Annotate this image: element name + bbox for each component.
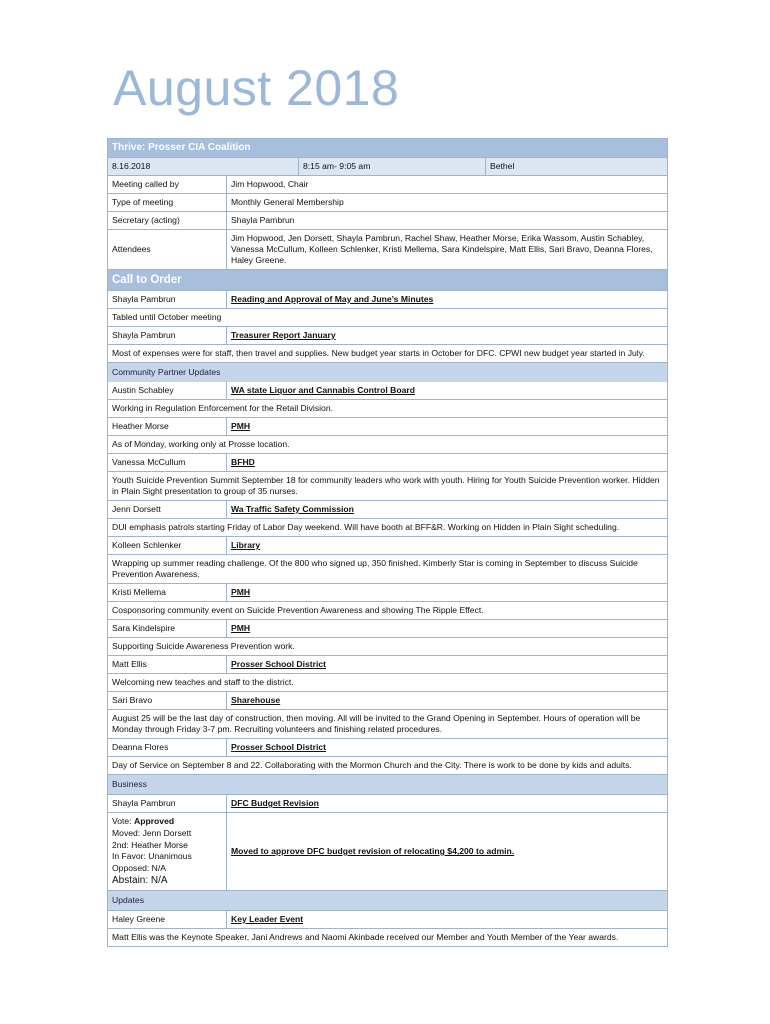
partner-note: Wrapping up summer reading challenge. Of the 800 who signed up, 350 finished. Kimberly Star is coming in September to discuss Suicide Prevention Awareness. [112, 558, 638, 579]
meta-row [108, 211, 667, 229]
partner-note-row [108, 518, 667, 536]
call-to-order-banner: Call to Order [108, 269, 667, 290]
partner-name: Heather Morse [108, 418, 227, 435]
agenda-topic: Reading and Approval of May and June’s Minutes [231, 294, 434, 304]
partner-org: Prosser School District [231, 742, 327, 752]
partner-row [108, 583, 667, 601]
agenda-note: Tabled until October meeting [112, 312, 222, 322]
partner-row [108, 691, 667, 709]
page-title: August 2018 [113, 60, 400, 116]
partner-row [108, 500, 667, 518]
business-item [108, 794, 667, 812]
partner-name: Austin Schabley [108, 382, 227, 399]
partner-note: Working in Regulation Enforcement for the Retail Division. [112, 403, 333, 413]
in-favor: In Favor: Unanimous [112, 851, 192, 862]
partner-name: Vanessa McCullum [108, 454, 227, 471]
partner-org: PMH [231, 421, 251, 431]
partner-row [108, 655, 667, 673]
update-note-row [108, 928, 667, 946]
vote-label: Vote: [112, 816, 132, 826]
partner-org: PMH [231, 623, 251, 633]
partner-note: As of Monday, working only at Prosse location. [112, 439, 290, 449]
partner-note: August 25 will be the last day of construction, then moving. All will be invited to the Grand Opening in September. Hours of operation will be Monday through Friday 3-7 pm. Recruiting volunteers and finishing related procedures. [112, 713, 641, 734]
partner-org: BFHD [231, 457, 255, 467]
update-note: Matt Ellis was the Keynote Speaker, Jani Andrews and Naomi Akinbade received our Member and Youth Member of the Year awards. [112, 931, 619, 942]
partner-org: Prosser School District [231, 659, 327, 669]
partner-note: Welcoming new teaches and staff to the district. [112, 677, 294, 687]
presenter: Shayla Pambrun [108, 291, 227, 308]
opposed: Opposed: N/A [112, 863, 166, 874]
agenda-item [108, 290, 667, 308]
partner-note: Day of Service on September 8 and 22. Collaborating with the Mormon Church and the City. There is work to be done by kids and adults. [112, 760, 632, 770]
vote-details [108, 813, 227, 890]
partner-note-row [108, 399, 667, 417]
partner-note-row [108, 709, 667, 738]
partner-note: DUI emphasis patrols starting Friday of Labor Day weekend. Will have booth at BFF&R. Working on Hidden in Plain Sight scheduling. [112, 522, 620, 532]
partner-note-row [108, 435, 667, 453]
partner-note-row [108, 637, 667, 655]
partner-org: Wa Traffic Safety Commission [231, 504, 354, 514]
partner-name: Jenn Dorsett [108, 501, 227, 518]
vote-row [108, 812, 667, 890]
meta-row [108, 229, 667, 269]
meta-row [108, 175, 667, 193]
partner-row [108, 417, 667, 435]
meeting-location: Bethel [486, 158, 667, 175]
partner-note: Cosponsoring community event on Suicide Prevention Awareness and showing The Ripple Effect. [112, 605, 484, 615]
partner-note-row [108, 673, 667, 691]
meta-label: Secretary (acting) [108, 212, 227, 229]
business-header: Business [108, 774, 667, 794]
meeting-time: 8:15 am- 9:05 am [299, 158, 486, 175]
date-row [108, 157, 667, 175]
business-topic: DFC Budget Revision [231, 798, 319, 808]
partner-name: Sara Kindelspire [108, 620, 227, 637]
vote-result: Approved [133, 816, 175, 826]
update-topic: Key Leader Event [231, 913, 304, 924]
motion-text: Moved to approve DFC budget revision of relocating $4,200 to admin. [231, 845, 515, 856]
agenda-note-row [108, 308, 667, 326]
agenda-item [108, 326, 667, 344]
partner-list [108, 382, 667, 774]
partner-note: Supporting Suicide Awareness Prevention work. [112, 641, 295, 651]
presenter: Haley Greene [108, 911, 227, 928]
partner-name: Matt Ellis [108, 656, 227, 673]
partner-row [108, 738, 667, 756]
partner-row [108, 619, 667, 637]
partner-org: Sharehouse [231, 695, 281, 705]
partner-row [108, 453, 667, 471]
agenda-note: Most of expenses were for staff, then travel and supplies. New budget year starts in October for DFC. CPWI new budget year started in July. [112, 348, 645, 358]
partner-org: PMH [231, 587, 251, 597]
seconded-by: 2nd: Heather Morse [112, 839, 188, 850]
presenter: Shayla Pambrun [108, 795, 227, 812]
attendees-list: Jim Hopwood, Jen Dorsett, Shayla Pambrun, Rachel Shaw, Heather Morse, Erika Wassom, Austin Schabley, Vanessa McCullum, Kolleen Schlenker, Kristi Mellema, Sara Kindelspire, Matt Ellis, Sari Bravo, Deanna Flores, Haley Greene. [231, 233, 653, 265]
abstain: Abstain: N/A [112, 874, 168, 886]
partner-name: Deanna Flores [108, 739, 227, 756]
partner-note-row [108, 471, 667, 500]
meta-value: Monthly General Membership [231, 197, 344, 207]
updates-header: Updates [108, 890, 667, 910]
moved-by: Moved: Jenn Dorsett [112, 827, 192, 838]
partner-org: Library [231, 540, 261, 550]
partner-note-row [108, 554, 667, 583]
agenda-note-row [108, 344, 667, 362]
meta-label: Meeting called by [108, 176, 227, 193]
meta-value: Jim Hopwood, Chair [231, 179, 309, 189]
partner-note-row [108, 756, 667, 774]
partner-name: Sari Bravo [108, 692, 227, 709]
partner-org: WA state Liquor and Cannabis Control Board [231, 385, 415, 395]
partner-note: Youth Suicide Prevention Summit September 18 for community leaders who work with youth. Hiring for Youth Suicide Prevention worker. Hidden in Plain Sight presentation to group of 35 nurses. [112, 475, 660, 496]
org-banner: Thrive: Prosser CIA Coalition [108, 139, 667, 157]
partner-row [108, 536, 667, 554]
update-item [108, 910, 667, 928]
minutes-table [107, 138, 668, 947]
partner-updates-header: Community Partner Updates [108, 362, 667, 382]
partner-name: Kolleen Schlenker [108, 537, 227, 554]
partner-note-row [108, 601, 667, 619]
partner-row [108, 382, 667, 399]
partner-name: Kristi Mellema [108, 584, 227, 601]
meta-label: Type of meeting [108, 194, 227, 211]
meta-label: Attendees [108, 230, 227, 269]
meta-value: Shayla Pambrun [231, 215, 295, 225]
meeting-date: 8.16.2018 [108, 158, 299, 175]
agenda-topic: Treasurer Report January [231, 330, 336, 340]
meta-row [108, 193, 667, 211]
presenter: Shayla Pambrun [108, 327, 227, 344]
